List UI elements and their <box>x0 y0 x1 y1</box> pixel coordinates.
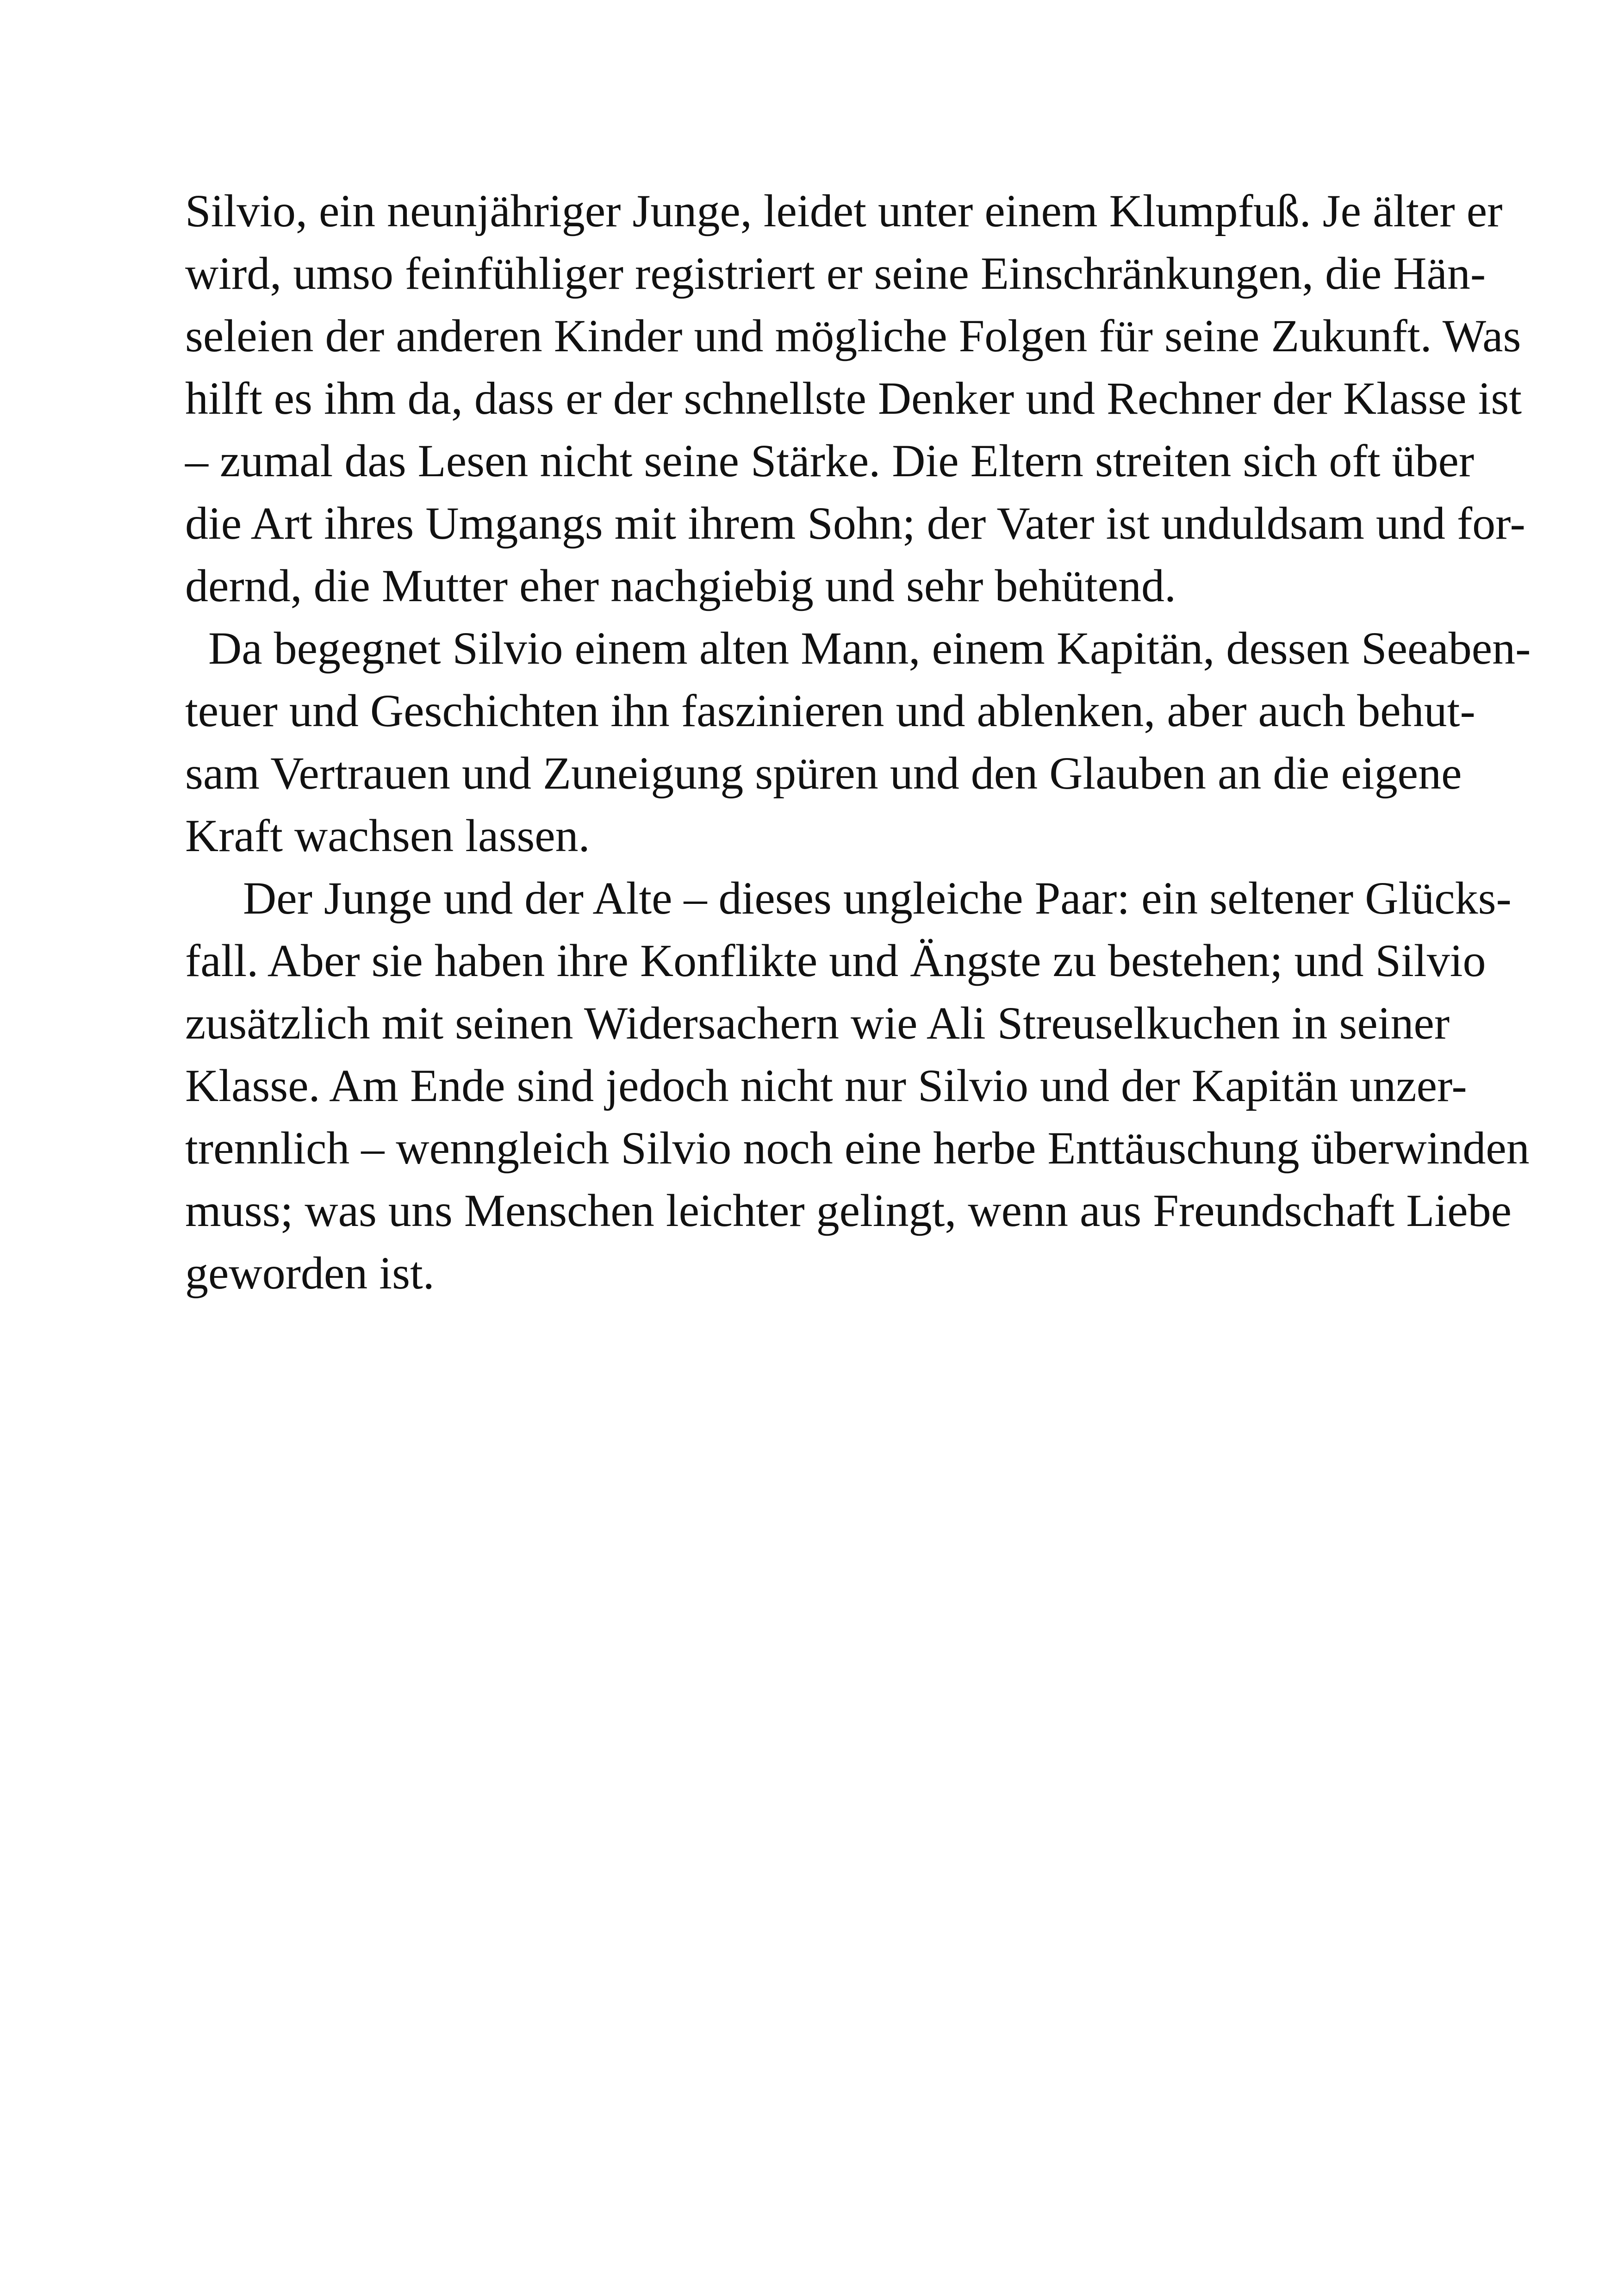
paragraph-3-line-7: geworden ist. <box>185 1247 435 1299</box>
paragraph-3-line-4: Klasse. Am Ende sind jedoch nicht nur Silvio und der Kapitän unzer- <box>185 1060 1467 1111</box>
paragraph-1-line-2: wird, umso feinfühliger registriert er seine Einschränkungen, die Hän- <box>185 248 1486 299</box>
paragraph-2-line-3: sam Vertrauen und Zuneigung spüren und den Glauben an die eigene <box>185 747 1462 799</box>
paragraph-2-line-2: teuer und Geschichten ihn faszinieren und ablenken, aber auch behut- <box>185 685 1475 736</box>
paragraph-1-line-4: hilft es ihm da, dass er der schnellste Denker und Rechner der Klasse ist <box>185 373 1522 424</box>
body-text <box>185 180 1531 1304</box>
paragraph-3-line-2: fall. Aber sie haben ihre Konflikte und Ängste zu bestehen; und Silvio <box>185 935 1486 986</box>
paragraph-1-line-3: seleien der anderen Kinder und mögliche Folgen für seine Zukunft. Was <box>185 310 1521 361</box>
paragraph-3-line-3: zusätzlich mit seinen Widersachern wie Ali Streuselkuchen in seiner <box>185 997 1450 1049</box>
paragraph-3-line-5: trennlich – wenngleich Silvio noch eine herbe Enttäuschung überwinden <box>185 1122 1530 1174</box>
paragraph-3-line-1: Der Junge und der Alte – dieses ungleiche Paar: ein seltener Glücks- <box>243 872 1512 924</box>
paragraph-3-line-6: muss; was uns Menschen leichter gelingt, wenn aus Freundschaft Liebe <box>185 1185 1512 1236</box>
paragraph-1-line-6: die Art ihres Umgangs mit ihrem Sohn; der Vater ist unduldsam und for- <box>185 498 1525 549</box>
paragraph-1-line-5: – zumal das Lesen nicht seine Stärke. Die Eltern streiten sich oft über <box>185 435 1475 486</box>
paragraph-1-line-1: Silvio, ein neunjähriger Junge, leidet unter einem Klumpfuß. Je älter er <box>185 185 1503 236</box>
paragraph-2-line-4: Kraft wachsen lassen. <box>185 810 590 861</box>
paragraph-1-line-7: dernd, die Mutter eher nachgiebig und sehr behütend. <box>185 560 1176 611</box>
paragraph-2-line-1: Da begegnet Silvio einem alten Mann, einem Kapitän, dessen Seeaben- <box>208 622 1531 674</box>
